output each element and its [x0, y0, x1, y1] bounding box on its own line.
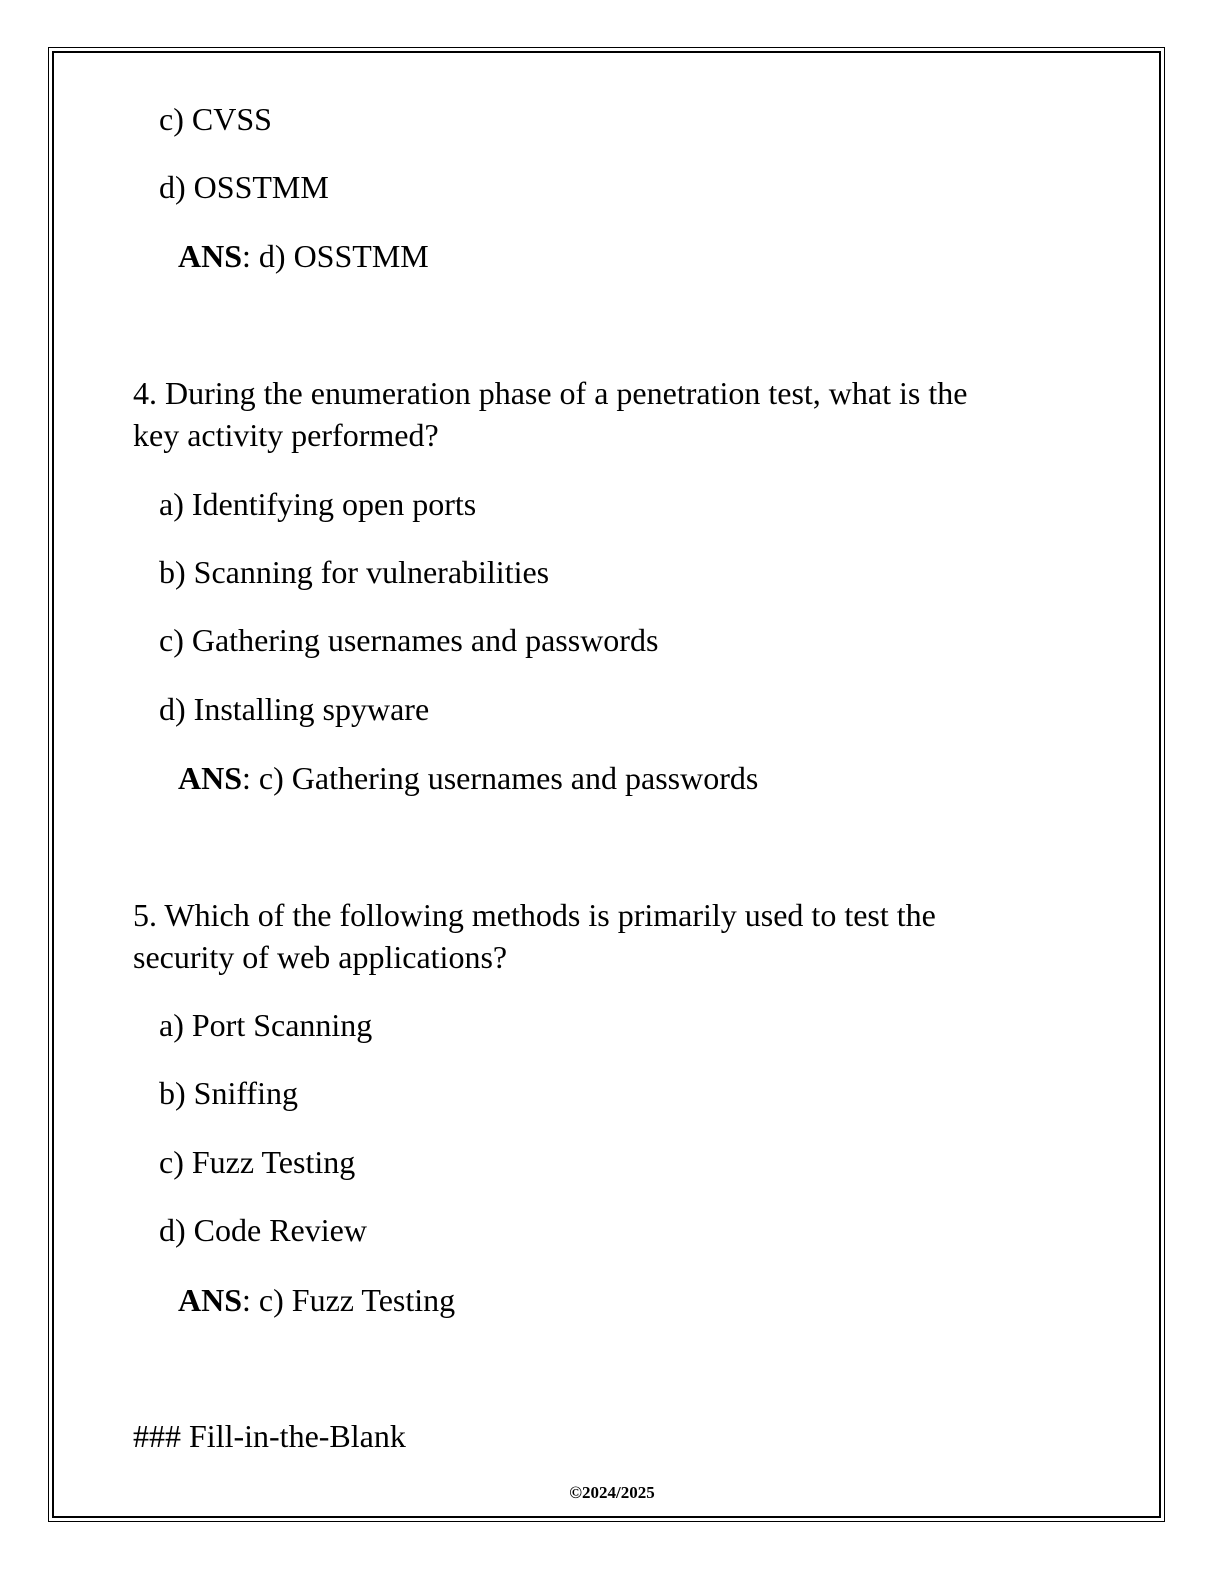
- q5-option-a: a) Port Scanning: [159, 1007, 373, 1043]
- q5-option-d: d) Code Review: [159, 1212, 367, 1248]
- q3-option-d: d) OSSTMM: [159, 169, 329, 205]
- q4-question-line2: key activity performed?: [133, 417, 439, 453]
- q5-answer-text: : c) Fuzz Testing: [242, 1282, 456, 1318]
- q4-option-b: b) Scanning for vulnerabilities: [159, 554, 550, 590]
- q5-option-c: c) Fuzz Testing: [159, 1144, 356, 1180]
- q3-answer-text: : d) OSSTMM: [242, 238, 429, 274]
- q3-option-c: c) CVSS: [159, 101, 272, 137]
- q3-answer: [178, 235, 429, 277]
- q5-answer: [178, 1279, 455, 1321]
- q4-question-line1: 4. During the enumeration phase of a penetration test, what is the: [133, 375, 968, 411]
- page-footer-copyright: ©2024/2025: [569, 1483, 655, 1502]
- q5-answer-label: ANS: [178, 1282, 243, 1318]
- q4-option-d: d) Installing spyware: [159, 691, 430, 727]
- q4-answer-label: ANS: [178, 760, 243, 796]
- q4-answer-text: : c) Gathering usernames and passwords: [242, 760, 759, 796]
- section-heading: ### Fill-in-the-Blank: [133, 1418, 406, 1454]
- q5-option-b: b) Sniffing: [159, 1075, 298, 1111]
- q4-answer: [178, 757, 758, 799]
- q3-answer-label: ANS: [178, 238, 243, 274]
- q5-question-line1: 5. Which of the following methods is primarily used to test the: [133, 897, 936, 933]
- q4-option-c: c) Gathering usernames and passwords: [159, 622, 659, 658]
- q4-option-a: a) Identifying open ports: [159, 486, 477, 522]
- q5-question-line2: security of web applications?: [133, 939, 508, 975]
